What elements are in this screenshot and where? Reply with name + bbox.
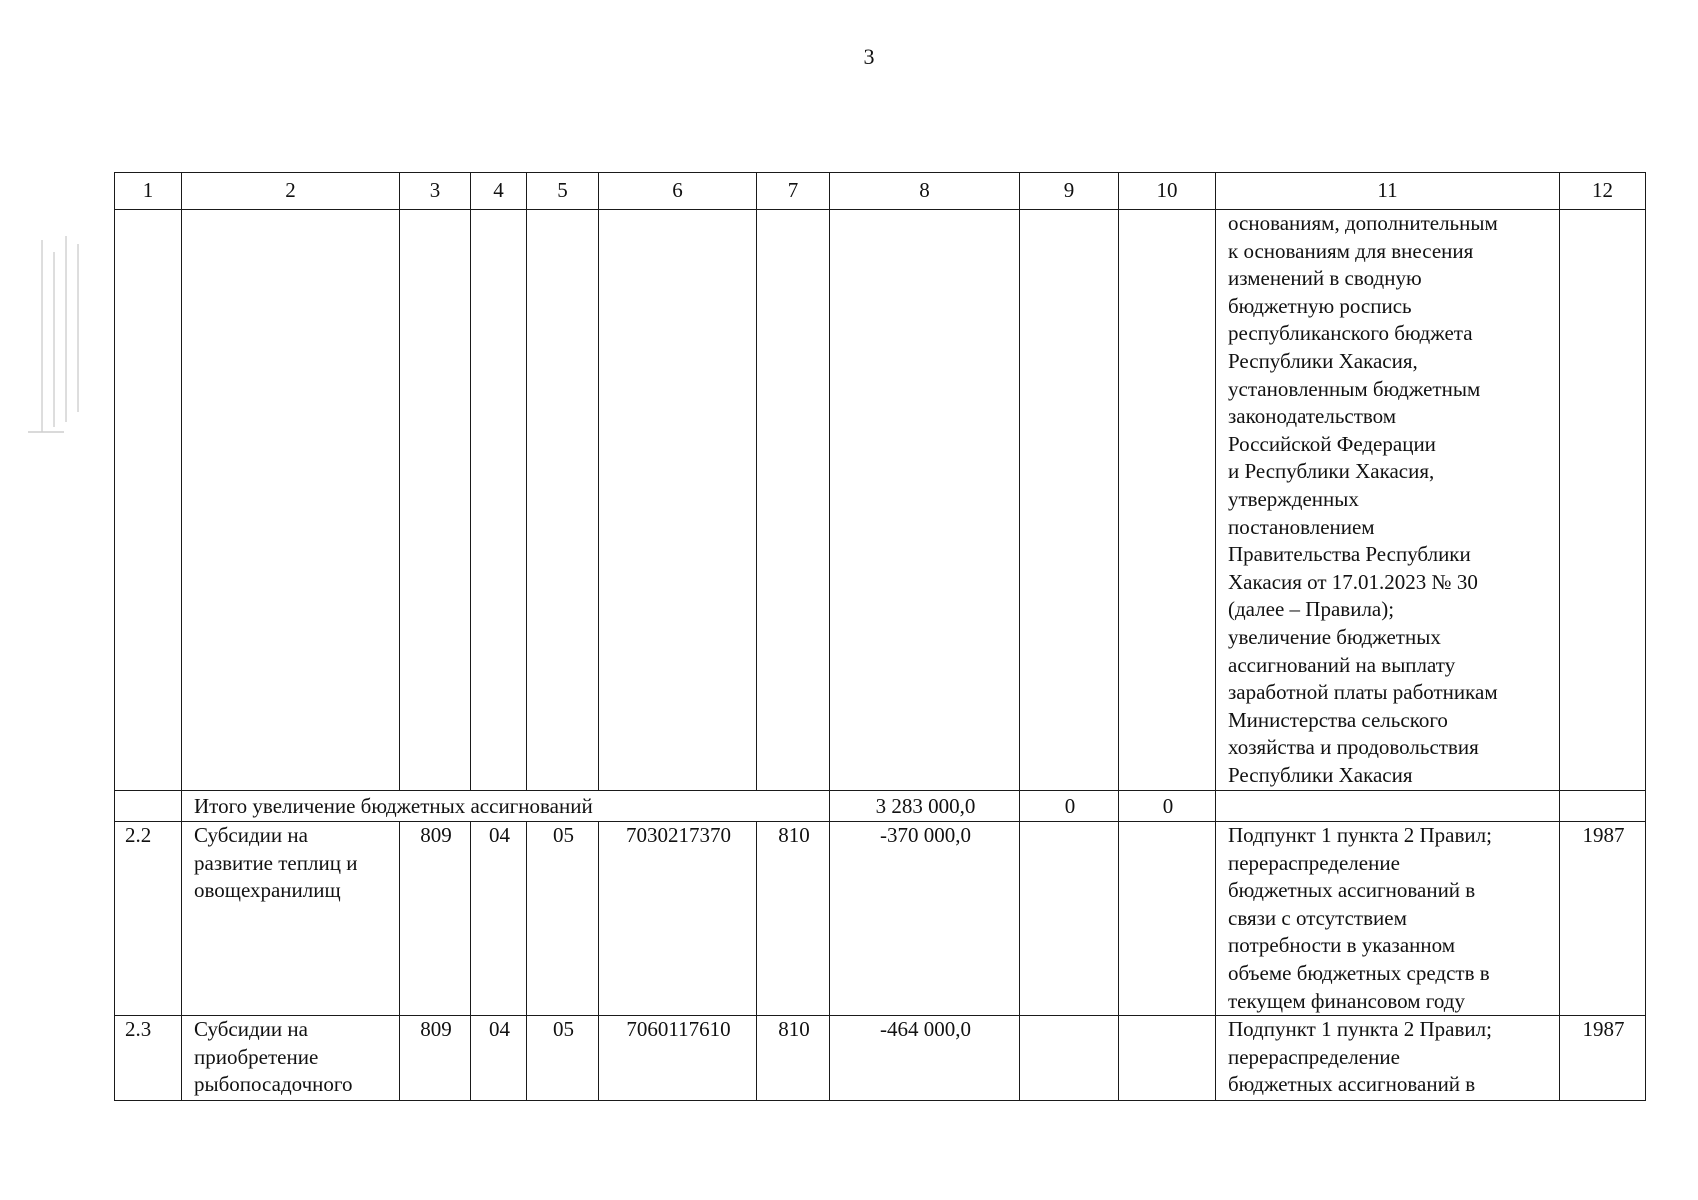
cell-code-4: 04 [471,1016,527,1101]
header-cell: 4 [471,173,527,210]
total-col10: 0 [1119,791,1216,822]
header-cell: 9 [1020,173,1119,210]
header-row [115,173,1646,210]
cell-amount: -464 000,0 [830,1016,1020,1101]
margin-stamp [24,232,94,442]
row-number: 2.2 [115,822,182,1016]
header-cell: 1 [115,173,182,210]
cell-code-6: 7060117610 [599,1016,757,1101]
cell-col10 [1119,1016,1216,1101]
header-cell: 10 [1119,173,1216,210]
cell-basis: Подпункт 1 пункта 2 Правил; перераспределение бюджетных ассигнований в связи с отсутствием потребности в указанном объеме бюджетных средств в текущем финансовом году [1216,822,1560,1016]
row-name: Субсидии на развитие теплиц и овощехранилищ [182,822,400,1016]
header-cell: 7 [757,173,830,210]
cell-amount: -370 000,0 [830,822,1020,1016]
header-cell: 6 [599,173,757,210]
cell-basis: Подпункт 1 пункта 2 Правил; перераспределение бюджетных ассигнований в [1216,1016,1560,1101]
cell-col9 [1020,1016,1119,1101]
total-col9: 0 [1020,791,1119,822]
cell-code-5: 05 [527,822,599,1016]
cell-code-6: 7030217370 [599,822,757,1016]
header-cell: 8 [830,173,1020,210]
continuation-row [115,210,1646,791]
header-cell: 2 [182,173,400,210]
cell-code-7: 810 [757,822,830,1016]
total-label: Итого увеличение бюджетных ассигнований [182,791,830,822]
table-row [115,822,1646,1016]
row-name: Субсидии на приобретение рыбопосадочного [182,1016,400,1101]
cell-code-7: 810 [757,1016,830,1101]
cell-code-12: 1987 [1560,822,1646,1016]
row-number: 2.3 [115,1016,182,1101]
header-cell: 12 [1560,173,1646,210]
header-cell: 5 [527,173,599,210]
header-cell: 3 [400,173,471,210]
header-cell: 11 [1216,173,1560,210]
cell-code-5: 05 [527,1016,599,1101]
table-row [115,1016,1646,1101]
total-row [115,791,1646,822]
cell-col10 [1119,822,1216,1016]
total-amount: 3 283 000,0 [830,791,1020,822]
cell-code-3: 809 [400,1016,471,1101]
cell-code-12: 1987 [1560,1016,1646,1101]
cell-code-3: 809 [400,822,471,1016]
cell-col9 [1020,822,1119,1016]
cell-code-4: 04 [471,822,527,1016]
page-number: 3 [863,44,875,69]
basis-text: основаниям, дополнительным к основаниям для внесения изменений в сводную бюджетную роспись республиканского бюджета Республики Хакасия, установленным бюджетным законодательством Российской Федерации и Республики Хакасия, утвержденных постановлением Правительства Республики Хакасия от 17.01.2023 № 30 (далее – Правила); увеличение бюджетных ассигнований на выплату заработной платы работникам Министерства сельского хозяйства и продовольствия Республики Хакасия [1216,210,1560,791]
budget-table [114,172,1646,1101]
